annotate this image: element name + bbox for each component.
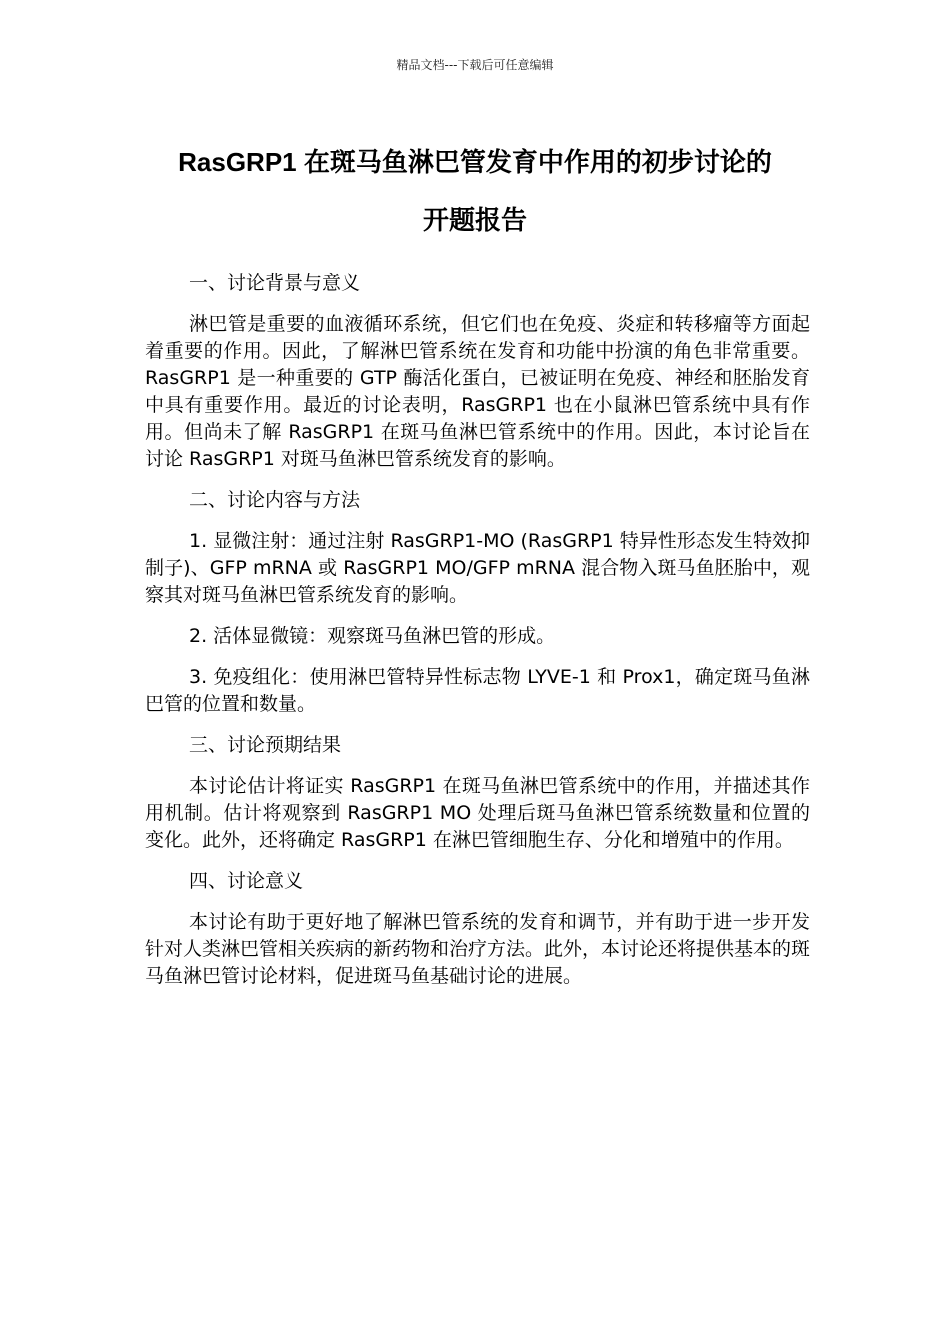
paragraph-method-2: 2. 活体显微镜：观察斑马鱼淋巴管的形成。 (189, 625, 556, 647)
paragraph-method-3: 3. 免疫组化：使用淋巴管特异性标志物 LYVE-1 和 Prox1，确定斑马鱼淋巴管的位置和数量。 (145, 666, 810, 715)
section-heading-significance: 四、讨论意义 (189, 870, 304, 892)
header-note: 精品文档---下载后可任意编辑 (396, 58, 554, 72)
section-heading-methods: 二、讨论内容与方法 (189, 489, 361, 511)
section-heading-background: 一、讨论背景与意义 (189, 272, 361, 294)
paragraph-method-1: 1. 显微注射：通过注射 RasGRP1-MO (RasGRP1 特异性形态发生特效抑制子)、GFP mRNA 或 RasGRP1 MO/GFP mRNA 混合物入斑马鱼胚胎中，观察其对斑马鱼淋巴管系统发育的影响。 (145, 530, 810, 606)
paragraph-significance: 本讨论有助于更好地了解淋巴管系统的发育和调节，并有助于进一步开发针对人类淋巴管相关疾病的新药物和治疗方法。此外，本讨论还将提供基本的斑马鱼淋巴管讨论材料，促进斑马鱼基础讨论的进展。 (145, 911, 811, 987)
paragraph-results: 本讨论估计将证实 RasGRP1 在斑马鱼淋巴管系统中的作用，并描述其作用机制。估计将观察到 RasGRP1 MO 处理后斑马鱼淋巴管系统数量和位置的变化。此外，还将确定 RasGRP1 在淋巴管细胞生存、分化和增殖中的作用。 (145, 775, 810, 851)
document-title (120, 133, 830, 249)
title-line-1: RasGRP1 在斑马鱼淋巴管发育中作用的初步讨论的 (178, 147, 772, 177)
title-line-2: 开题报告 (422, 205, 527, 235)
document-body (145, 270, 810, 1004)
section-heading-results: 三、讨论预期结果 (189, 734, 342, 756)
paragraph-background: 淋巴管是重要的血液循环系统，但它们也在免疫、炎症和转移瘤等方面起着重要的作用。因此，了解淋巴管系统在发育和功能中扮演的角色非常重要。 RasGRP1 是一种重要的 GTP 酶活化蛋白，已被证明在免疫、神经和胚胎发育中具有重要作用。最近的讨论表明，RasGRP1 也在小鼠淋巴管系统中具有作用。但尚未了解 RasGRP1 在斑马鱼淋巴管系统中的作用。因此，本讨论旨在讨论 RasGRP1 对斑马鱼淋巴管系统发育的影响。 (145, 313, 810, 470)
